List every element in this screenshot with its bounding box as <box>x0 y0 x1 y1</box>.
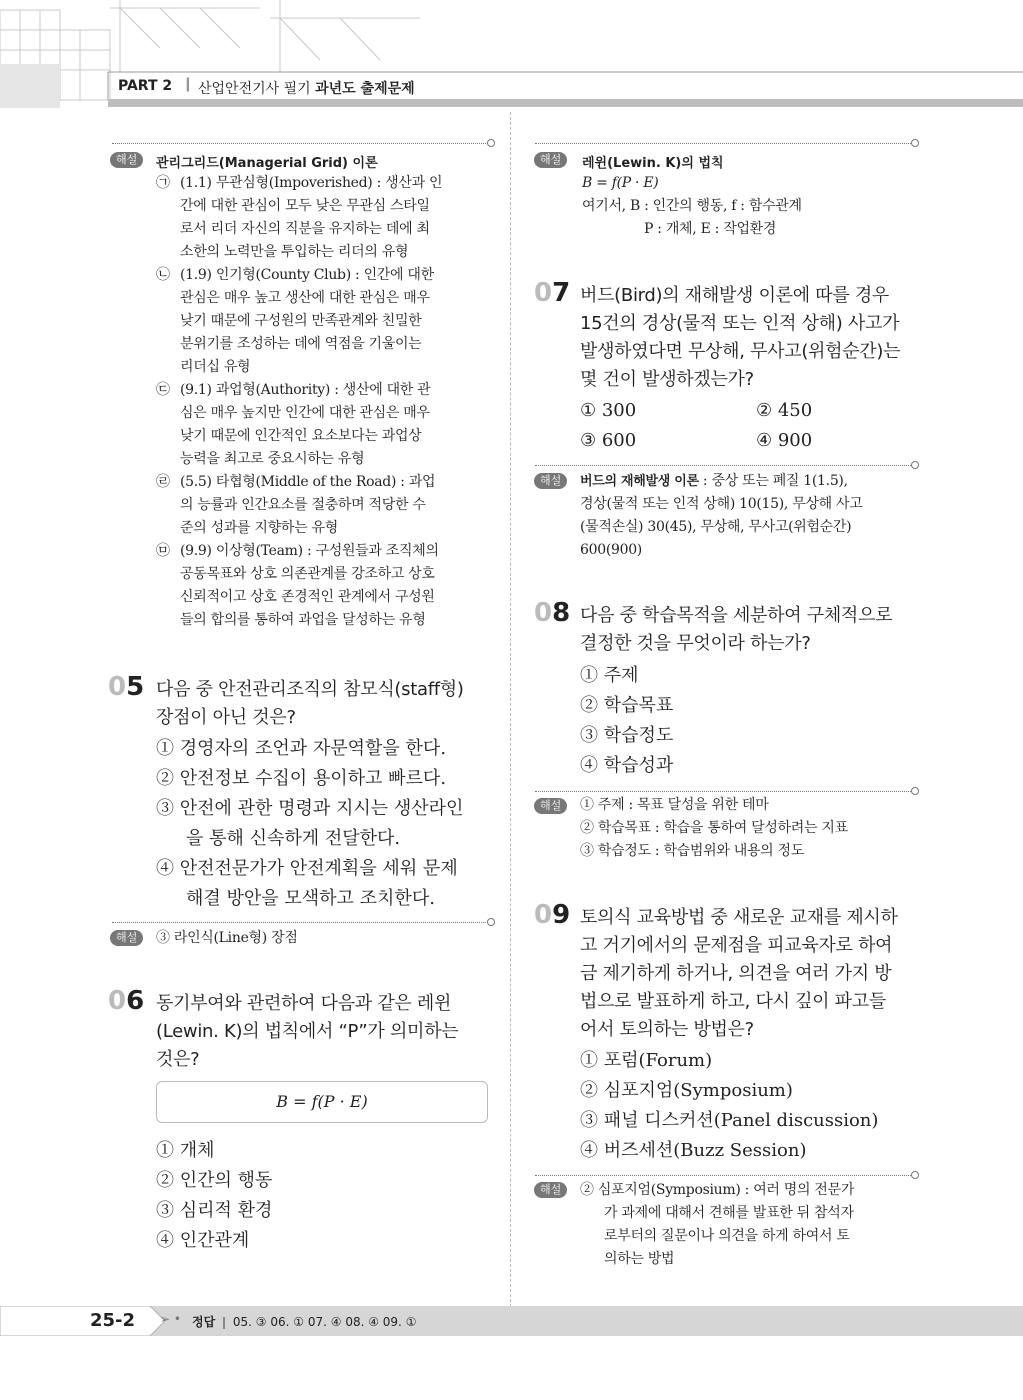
option-1[interactable]: ① 경영자의 조언과 자문역할을 한다. <box>156 738 447 759</box>
item-line: 낮기 때문에 구성원의 만족관계와 친밀한 <box>180 313 422 329</box>
item-marker: ㉡ <box>156 267 170 283</box>
option-1[interactable]: ① 주제 <box>580 665 639 686</box>
question-08-explanation <box>580 794 920 863</box>
explanation-04-item <box>156 172 496 264</box>
option-4[interactable]: ④ 900 <box>756 430 813 451</box>
question-line: 토의식 교육방법 중 새로운 교재를 제시하 <box>580 907 898 928</box>
explanation-line: 가 과제에 대해서 견해를 발표한 뒤 참석자 <box>604 1205 854 1221</box>
formula-box: B = f(P · E) <box>156 1081 488 1123</box>
option-1[interactable]: ① 포럼(Forum) <box>580 1050 713 1071</box>
header-title-plain: 산업안전기사 필기 <box>198 81 311 97</box>
explanation-04-list <box>156 172 496 632</box>
explanation-line: P : 개체, E : 작업환경 <box>644 221 777 237</box>
question-07-explanation <box>580 470 920 562</box>
item-line: 의 능률과 인간요소를 절충하며 적당한 수 <box>180 497 426 513</box>
option-2[interactable]: ② 인간의 행동 <box>156 1170 273 1191</box>
item-line: 리더십 유형 <box>180 359 251 375</box>
explanation-divider <box>535 791 913 792</box>
question-07-options-left <box>580 396 780 456</box>
answer-values: 05. ③ 06. ① 07. ④ 08. ④ 09. ① <box>232 1315 417 1329</box>
question-05-number: 05 <box>108 672 145 702</box>
question-08-text <box>580 602 920 658</box>
header-part-label: PART 2 <box>118 78 173 94</box>
item-marker: ㉢ <box>156 382 170 398</box>
item-line: 관심은 매우 높고 생산에 대한 관심은 매우 <box>180 290 430 306</box>
question-line: 법으로 발표하게 하고, 다시 깊이 파고들 <box>580 991 886 1012</box>
item-marker: ㉣ <box>156 474 170 490</box>
footer-arrow-icon: ➢ • <box>160 1312 181 1326</box>
question-line: 15건의 경상(물적 또는 인적 상해) 사고가 <box>580 313 900 334</box>
divider-end-dot <box>911 461 919 469</box>
explanation-04-item <box>156 540 496 632</box>
option-3[interactable]: ③ 600 <box>580 430 637 451</box>
question-09-number: 09 <box>534 900 571 930</box>
explanation-line: ③ 학습정도 : 학습범위와 내용의 정도 <box>580 843 805 859</box>
explanation-badge: 해설 <box>534 1182 567 1198</box>
explanation-line: B = f(P · E) <box>582 175 659 191</box>
explanation-04-item <box>156 471 496 540</box>
explanation-04-item <box>156 379 496 471</box>
option-2[interactable]: ② 학습목표 <box>580 695 674 716</box>
question-line: 어서 토의하는 방법은? <box>580 1019 754 1040</box>
explanation-divider <box>535 1175 913 1176</box>
question-09-explanation <box>580 1179 920 1271</box>
question-05-options <box>156 734 496 914</box>
option-3-continued: 을 통해 신속하게 전달한다. <box>186 828 401 849</box>
item-marker: ㉤ <box>156 543 170 559</box>
explanation-badge: 해설 <box>110 930 143 946</box>
option-4[interactable]: ④ 학습성과 <box>580 755 674 776</box>
question-07-text <box>580 282 920 394</box>
item-marker: ㉠ <box>156 175 170 191</box>
explanation-divider <box>535 465 913 466</box>
divider-end-dot <box>487 139 495 147</box>
explanation-line: ① 주제 : 목표 달성을 위한 테마 <box>580 797 769 813</box>
explanation-badge: 해설 <box>110 152 143 168</box>
explanation-line: 의하는 방법 <box>604 1251 675 1267</box>
explanation-divider <box>112 143 490 144</box>
question-07-number: 07 <box>534 278 571 308</box>
question-08-options <box>580 661 920 781</box>
item-line: 로서 리더 자신의 직분을 유지하는 데에 최 <box>180 221 430 237</box>
explanation-badge: 해설 <box>534 152 567 168</box>
explanation-line: ② 심포지엄(Symposium) : 여러 명의 전문가 <box>580 1182 855 1198</box>
option-1[interactable]: ① 300 <box>580 400 637 421</box>
item-line: 공동목표와 상호 의존관계를 강조하고 상호 <box>180 566 435 582</box>
question-05-explanation: ③ 라인식(Line형) 장점 <box>156 930 298 946</box>
question-05-text <box>156 676 496 732</box>
explanation-title: 버드의 재해발생 이론 <box>580 474 699 489</box>
explanation-divider <box>535 143 913 144</box>
question-line: 것은? <box>156 1049 200 1070</box>
option-4[interactable]: ④ 인간관계 <box>156 1230 250 1251</box>
option-1[interactable]: ① 개체 <box>156 1140 215 1161</box>
explanation-line: 여기서, B : 인간의 행동, f : 함수관계 <box>582 198 802 214</box>
item-line: 들의 합의를 통하여 과업을 달성하는 유형 <box>180 612 426 628</box>
option-4[interactable]: ④ 버즈세션(Buzz Session) <box>580 1140 807 1161</box>
divider-end-dot <box>911 139 919 147</box>
item-line: 분위기를 조성하는 데에 역점을 기울이는 <box>180 336 422 352</box>
question-line: 몇 건이 발생하겠는가? <box>580 369 754 390</box>
item-line: (1.1) 무관심형(Impoverished) : 생산과 인 <box>180 175 443 191</box>
divider-end-dot <box>911 1171 919 1179</box>
question-06-explanation <box>582 172 922 241</box>
explanation-line: 600(900) <box>580 542 642 558</box>
page-number: 25-2 <box>90 1310 136 1331</box>
question-line: 동기부여와 관련하여 다음과 같은 레윈 <box>156 993 452 1014</box>
answer-label: 정답 <box>192 1315 216 1329</box>
explanation-text: : 중상 또는 폐질 1(1.5), <box>698 473 848 489</box>
question-line: 장점이 아닌 것은? <box>156 707 296 728</box>
item-line: 준의 성과를 지향하는 유형 <box>180 520 338 536</box>
header-separator: ❙ <box>182 76 194 92</box>
question-line: 다음 중 안전관리조직의 참모식(staff형) <box>156 679 464 700</box>
header-title <box>198 78 415 98</box>
item-line: 신뢰적이고 상호 존경적인 관계에서 구성원 <box>180 589 435 605</box>
explanation-line: 경상(물적 또는 인적 상해) 10(15), 무상해 사고 <box>580 496 863 512</box>
question-08-number: 08 <box>534 598 571 628</box>
explanation-line: 로부터의 질문이나 의견을 하게 하여서 토 <box>604 1228 850 1244</box>
option-3[interactable]: ③ 심리적 환경 <box>156 1200 273 1221</box>
divider-end-dot <box>487 918 495 926</box>
item-line: 간에 대한 관심이 모두 낮은 무관심 스타일 <box>180 198 430 214</box>
header-title-bold: 과년도 출제문제 <box>315 81 415 97</box>
item-line: (9.1) 과업형(Authority) : 생산에 대한 관 <box>180 382 431 398</box>
question-line: 결정한 것을 무엇이라 하는가? <box>580 633 811 654</box>
option-2[interactable]: ② 450 <box>756 400 813 421</box>
item-line: (1.9) 인기형(County Club) : 인간에 대한 <box>180 267 434 283</box>
option-3[interactable]: ③ 학습정도 <box>580 725 674 746</box>
item-line: 낮기 때문에 인간적인 요소보다는 과업상 <box>180 428 422 444</box>
option-2[interactable]: ② 심포지엄(Symposium) <box>580 1080 793 1101</box>
option-3[interactable]: ③ 안전에 관한 명령과 지시는 생산라인 <box>156 798 464 819</box>
explanation-line: ② 학습목표 : 학습을 통하여 달성하려는 지표 <box>580 820 848 836</box>
item-line: (5.5) 타협형(Middle of the Road) : 과업 <box>180 474 436 490</box>
answer-key <box>192 1313 416 1330</box>
question-line: (Lewin. K)의 법칙에서 “P”가 의미하는 <box>156 1021 459 1042</box>
question-line: 다음 중 학습목적을 세분하여 구체적으로 <box>580 605 893 626</box>
question-07-options-right <box>756 396 916 456</box>
explanation-divider <box>112 922 490 923</box>
question-line: 금 제기하게 하거나, 의견을 여러 가지 방 <box>580 963 892 984</box>
question-06-text <box>156 990 496 1074</box>
question-line: 고 거기에서의 문제점을 피교육자로 하여 <box>580 935 893 956</box>
question-06-explanation-title: 레윈(Lewin. K)의 법칙 <box>582 156 724 171</box>
question-09-text <box>580 904 920 1044</box>
question-line: 발생하였다면 무상해, 무사고(위험순간)는 <box>580 341 901 362</box>
explanation-04-title: 관리그리드(Managerial Grid) 이론 <box>156 156 378 171</box>
question-09-options <box>580 1046 920 1166</box>
explanation-badge: 해설 <box>534 798 567 814</box>
item-line: 심은 매우 높지만 인간에 대한 관심은 매우 <box>180 405 430 421</box>
item-line: 소한의 노력만을 투입하는 리더의 유형 <box>180 244 409 260</box>
item-line: 능력을 최고로 중요시하는 유형 <box>180 451 365 467</box>
column-divider <box>510 112 511 1312</box>
option-4-continued: 해결 방안을 모색하고 조치한다. <box>186 888 435 909</box>
question-line: 버드(Bird)의 재해발생 이론에 따를 경우 <box>580 285 890 306</box>
question-06-number: 06 <box>108 986 145 1016</box>
answer-separator: ❙ <box>219 1315 230 1329</box>
explanation-line <box>580 470 920 493</box>
explanation-04-item <box>156 264 496 379</box>
item-line: (9.9) 이상형(Team) : 구성원들과 조직체의 <box>180 543 439 559</box>
explanation-badge: 해설 <box>534 473 567 489</box>
option-4[interactable]: ④ 안전전문가가 안전계획을 세워 문제 <box>156 858 458 879</box>
option-2[interactable]: ② 안전정보 수집이 용이하고 빠르다. <box>156 768 447 789</box>
option-3[interactable]: ③ 패널 디스커션(Panel discussion) <box>580 1110 879 1131</box>
question-06-options <box>156 1136 496 1256</box>
explanation-line: (물적손실) 30(45), 무상해, 무사고(위험순간) <box>580 519 852 535</box>
